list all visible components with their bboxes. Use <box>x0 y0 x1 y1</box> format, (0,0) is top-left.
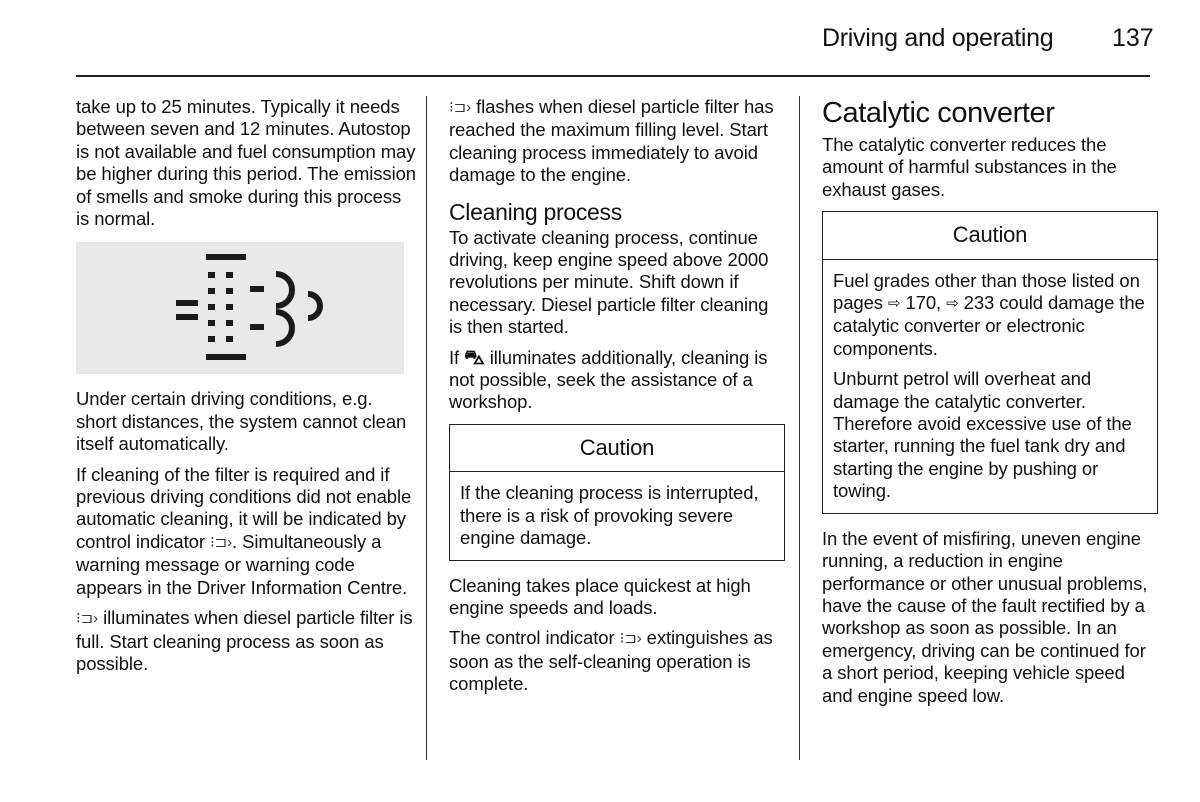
column-divider-right <box>799 96 800 760</box>
caution-unburnt-petrol: Unburnt petrol will overheat and damage the catalytic converter. Therefore avoid excessive use of the starter, running the fuel tank dry and starting the engine by pushing or towing. <box>833 368 1132 502</box>
paragraph-cleaning-required <box>76 464 416 599</box>
page-number: 137 <box>1112 24 1154 52</box>
column-2 <box>449 96 785 704</box>
heading-cleaning-process: Cleaning process <box>449 198 622 225</box>
paragraph-text: If <box>449 346 460 368</box>
paragraph-engine-warning <box>449 347 785 414</box>
paragraph-activate-cleaning: To activate cleaning process, continue driving, keep engine speed above 2000 revolutions per minute. Shift down if necessary. Diesel particle filter cleaning is then started. <box>449 226 769 338</box>
caution-body <box>450 472 784 559</box>
caution-text: If the cleaning process is interrupted, there is a risk of provoking severe engine damage. <box>460 482 759 549</box>
caution-body <box>823 260 1157 513</box>
caution-title: Caution <box>450 425 784 472</box>
diesel-particle-filter-icon: ⁝⊐› <box>76 610 99 628</box>
header-rule <box>76 75 1150 77</box>
paragraph-catalytic-intro: The catalytic converter reduces the amount of harmful substances in the exhaust gases. <box>822 134 1117 200</box>
paragraph-filter-full <box>76 607 416 675</box>
paragraph-text: illuminates when diesel particle filter is full. Start cleaning process as soon as possible. <box>76 607 413 674</box>
diesel-particle-filter-icon <box>76 242 404 374</box>
paragraph-text: flashes when diesel particle filter has reached the maximum filling level. Start cleaning process immediately to avoid damage to the engine. <box>449 96 774 186</box>
paragraph-cleaning-speed: Cleaning takes place quickest at high engine speeds and loads. <box>449 574 751 618</box>
diesel-particle-filter-icon: ⁝⊐› <box>619 630 642 648</box>
column-divider-left <box>426 96 427 760</box>
paragraph-text: illuminates additionally, cleaning is not possible, seek the assistance of a workshop. <box>449 346 768 413</box>
caution-text: Fuel grades other than those listed on pages <box>833 269 1140 314</box>
paragraph-text: The control indicator <box>449 627 615 649</box>
caution-box <box>822 211 1158 513</box>
header-section-title: Driving and operating <box>822 24 1054 52</box>
dpf-indicator-figure <box>76 242 404 374</box>
diesel-particle-filter-icon: ⁝⊐› <box>449 99 472 116</box>
paragraph-text: extinguishes as soon as the self-cleaning operation is complete. <box>449 627 773 695</box>
paragraph-text: If cleaning of the filter is required and if previous driving conditions did not enable automatic cleaning, it will be indicated by control indicator <box>76 463 412 552</box>
paragraph-indicator-extinguishes <box>449 627 785 695</box>
page-reference-link[interactable]: 170, <box>905 292 942 314</box>
caution-fuel-grades <box>833 270 1147 361</box>
paragraph-filter-flashes <box>449 96 785 187</box>
paragraph-cleaning-duration: take up to 25 minutes. Typically it needs between seven and 12 minutes. Autostop is not available and fuel consumption may be higher during this period. The emission of smells and smoke during this process is normal. <box>76 96 416 230</box>
paragraph-text: . Simultaneously a warning message or warning code appears in the Driver Information Centre. <box>76 530 408 598</box>
column-1 <box>76 96 416 683</box>
paragraph-misfiring: In the event of misfiring, uneven engine running, a reduction in engine performance or other unusual problems, have the cause of the fault rectified by a workshop as soon as possible. In an emergency, driving can be continued for a short period, keeping vehicle speed and engine speed low. <box>822 527 1148 706</box>
car-icon: ⛍ <box>464 346 485 369</box>
page-reference-arrow-icon: ⇨ <box>887 295 901 313</box>
caution-box <box>449 424 785 561</box>
caution-text: 233 could damage the catalytic converter or electronic components. <box>833 292 1145 359</box>
paragraph-driving-conditions: Under certain driving conditions, e.g. short distances, the system cannot clean itself automatically. <box>76 388 407 455</box>
heading-catalytic-converter: Catalytic converter <box>822 97 1055 129</box>
column-3 <box>822 96 1158 715</box>
caution-title: Caution <box>823 212 1157 259</box>
page-reference-arrow-icon: ⇨ <box>946 295 959 313</box>
diesel-particle-filter-icon: ⁝⊐› <box>209 533 232 551</box>
